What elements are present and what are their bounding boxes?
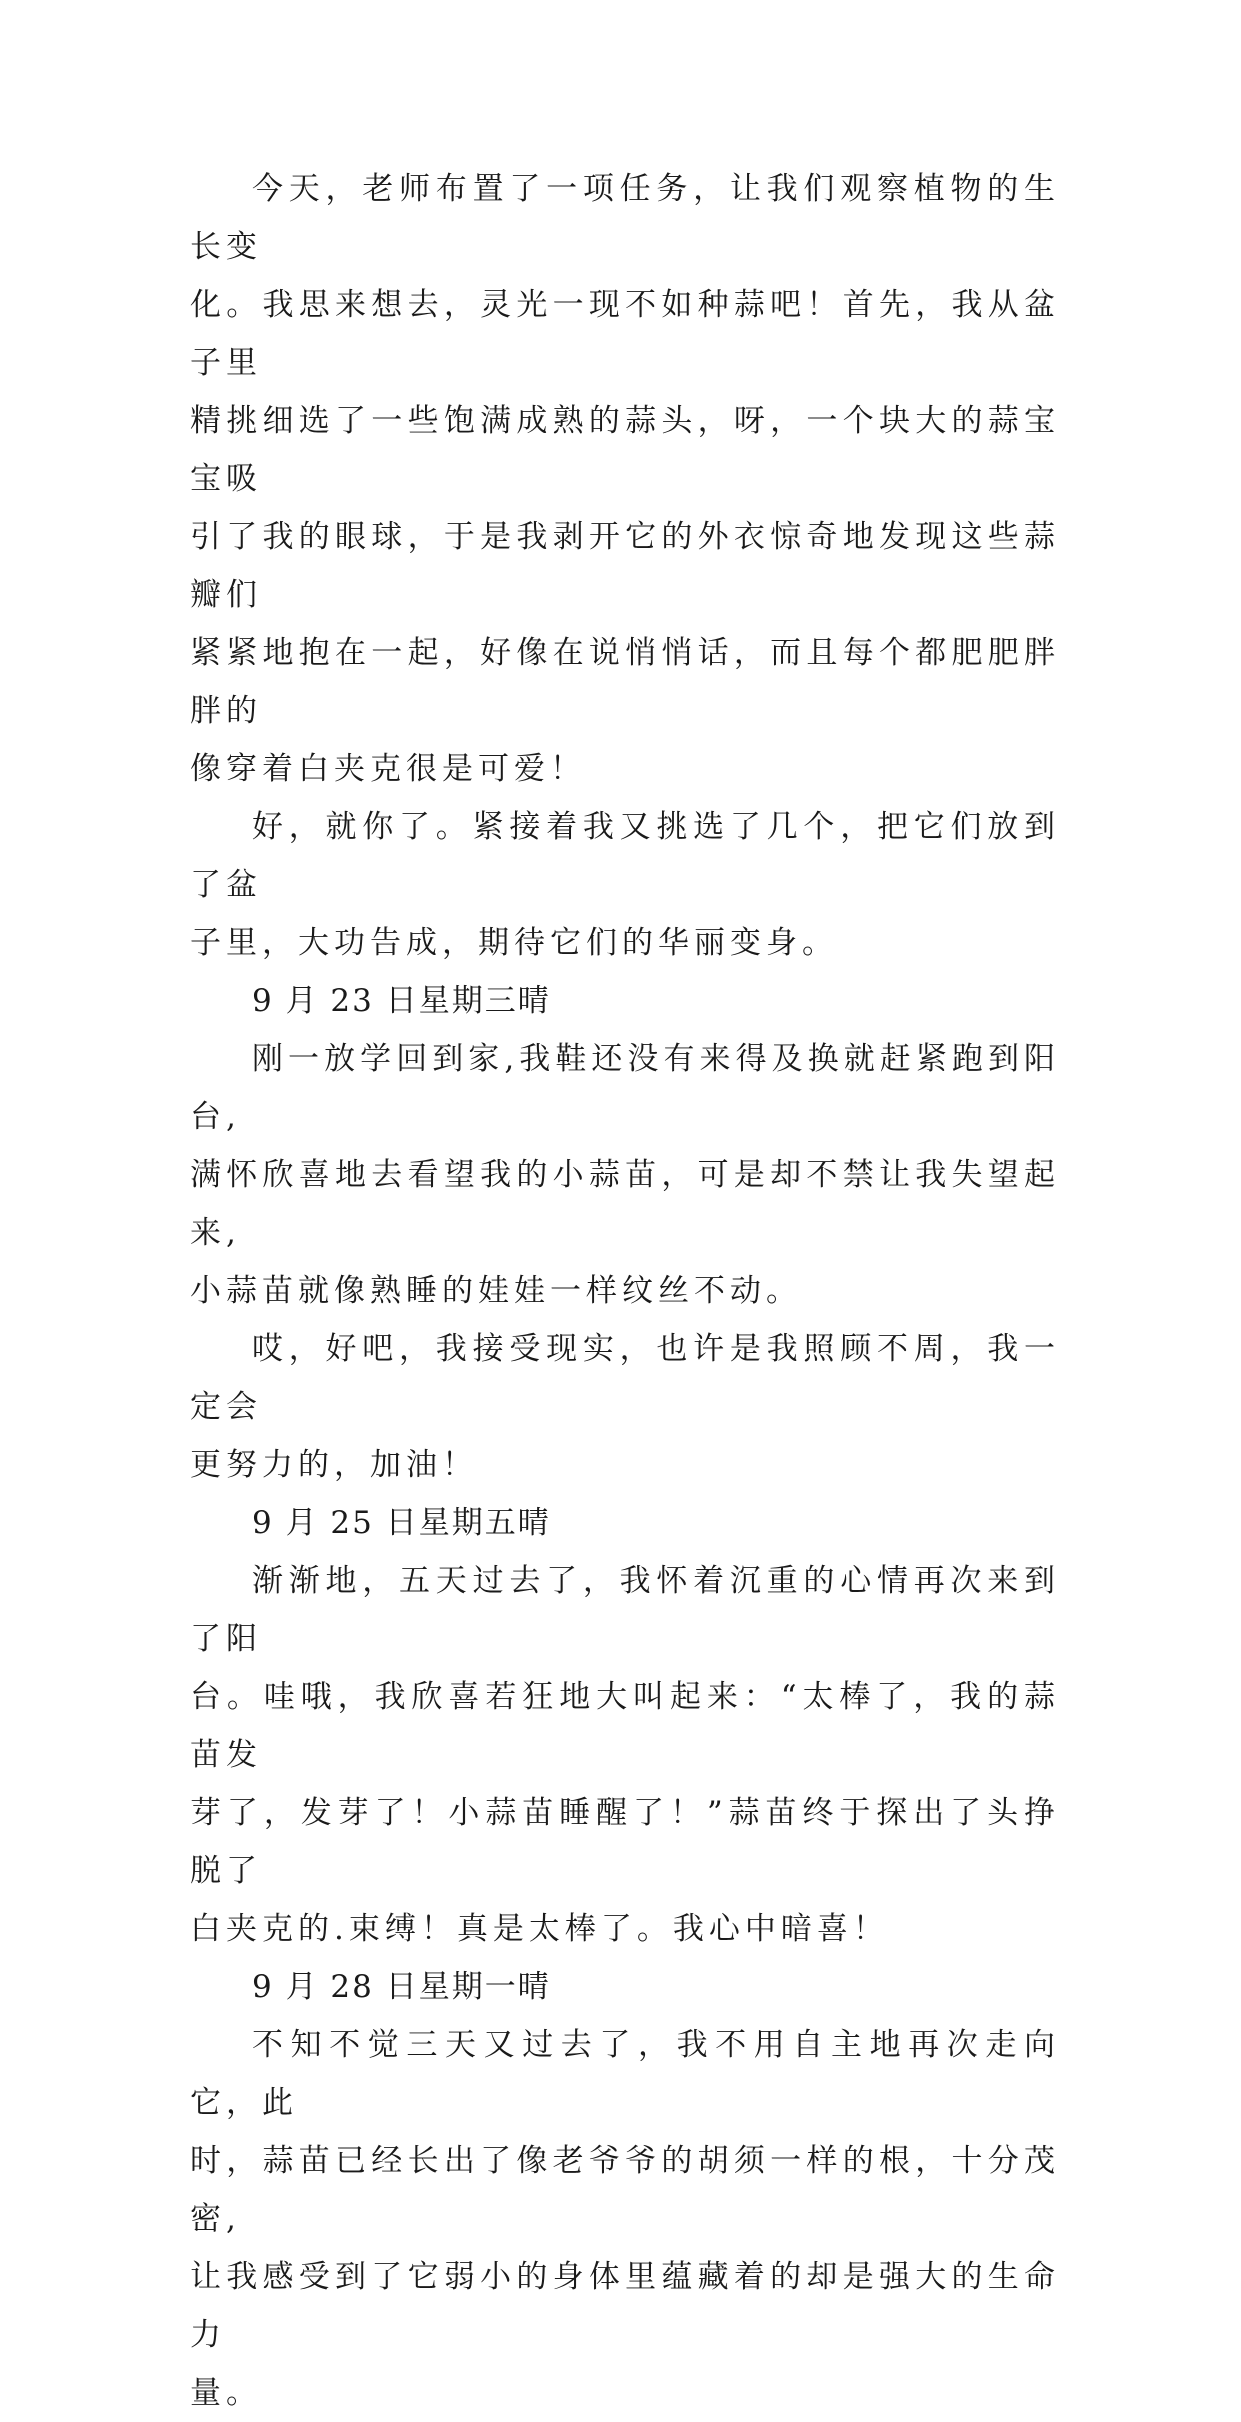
paragraph-sprouted: 渐渐地，五天过去了，我怀着沉重的心情再次来到了阳 台。哇哦，我欣喜若狂地大叫起来：“太棒了，我的蒜苗发 芽了，发芽了！小蒜苗睡醒了！”蒜苗终于探出了头挣脱了 白夹克的.束缚！真是太棒了。我心中暗喜！ (190, 1563, 1060, 1947)
paragraph-disappointed: 刚一放学回到家,我鞋还没有来得及换就赶紧跑到阳台, 满怀欣喜地去看望我的小蒜苗，可是却不禁让我失望起来, 小蒜苗就像熟睡的娃娃一样纹丝不动。 (190, 1041, 1060, 1309)
diary-date-0928: 9 月 28 日星期一晴 (252, 1969, 551, 2005)
diary-date-0923: 9 月 23 日星期三晴 (252, 983, 551, 1019)
paragraph-roots: 不知不觉三天又过去了，我不用自主地再次走向它，此 时，蒜苗已经长出了像老爷爷的胡须一样的根，十分茂密, 让我感受到了它弱小的身体里蕴藏着的却是强大的生命力 量。 (190, 2027, 1060, 2411)
paragraph-accept: 哎，好吧，我接受现实，也许是我照顾不周，我一定会 更努力的，加油！ (190, 1331, 1060, 1483)
diary-date-0925: 9 月 25 日星期五晴 (252, 1505, 551, 1541)
paragraph-intro: 今天，老师布置了一项任务，让我们观察植物的生长变 化。我思来想去，灵光一现不如种蒜吧！首先，我从盆子里 精挑细选了一些饱满成熟的蒜头，呀，一个块大的蒜宝宝吸 引了我的眼球，于是我剥开它的外衣惊奇地发现这些蒜瓣们 紧紧地抱在一起，好像在说悄悄话，而且每个都肥肥胖胖的 像穿着白夹克很是可爱！ (190, 171, 1060, 787)
document-body (190, 160, 1060, 2422)
paragraph-choose: 好，就你了。紧接着我又挑选了几个，把它们放到了盆 子里，大功告成，期待它们的华丽变身。 (190, 809, 1060, 961)
